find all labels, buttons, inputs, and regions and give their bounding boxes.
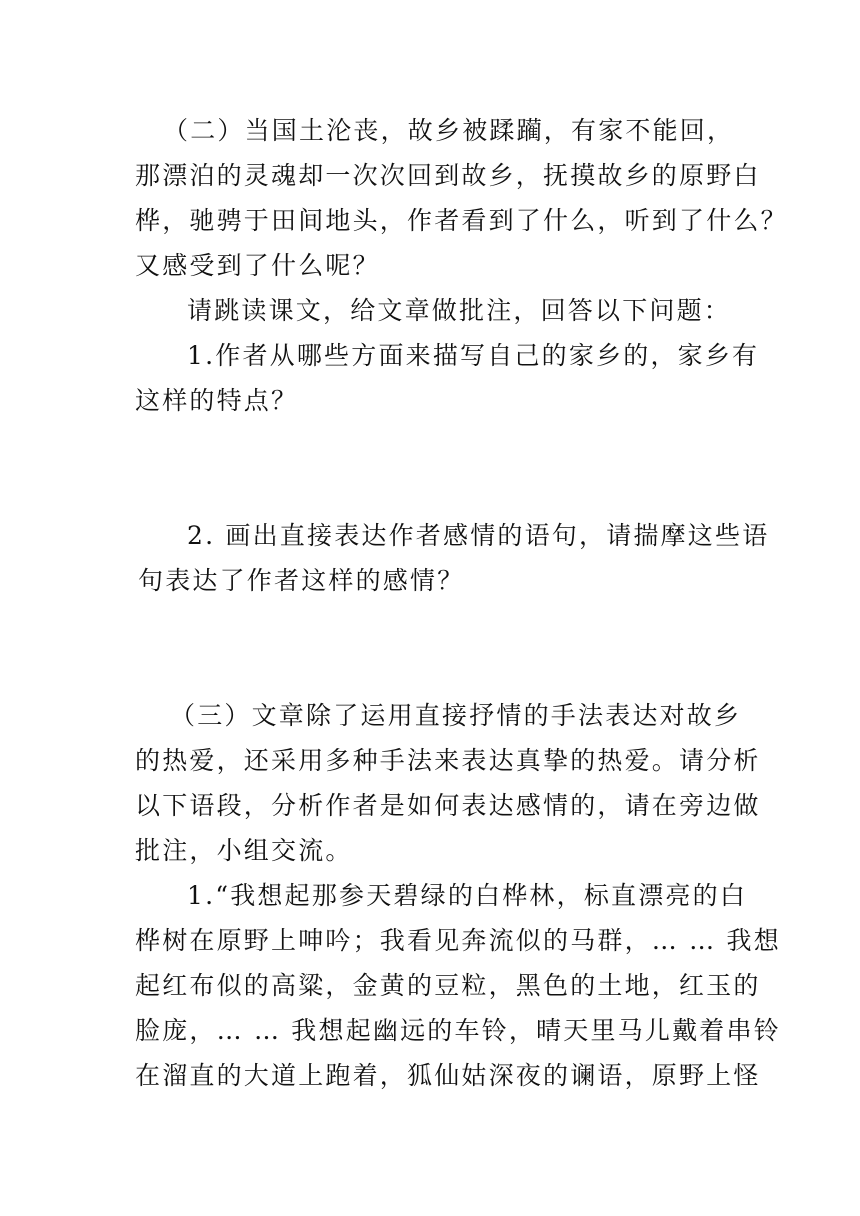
quote-line-3: 起红布似的高粱，金黄的豆粒，黑色的土地，红玉的 [135, 971, 761, 1000]
quote-line-4: 脸庞，… … 我想起幽远的车铃，晴天里马儿戴着串铃 [135, 1016, 781, 1045]
section2-line-3: 桦，驰骋于田间地头，作者看到了什么，听到了什么？ [135, 206, 788, 235]
question-2-line-2: 句表达了作者这样的感情？ [138, 566, 465, 595]
section3-line-3: 以下语段，分析作者是如何表达感情的，请在旁边做 [135, 791, 761, 820]
section3-line-4: 批注，小组交流。 [135, 836, 353, 865]
section2-line-4: 又感受到了什么呢？ [135, 251, 380, 280]
question-1-line-2: 这样的特点？ [135, 386, 299, 415]
quote-line-2: 桦树在原野上呻吟；我看见奔流似的马群，… … 我想 [135, 926, 781, 955]
question-2-line-1: 2. 画出直接表达作者感情的语句，请揣摩这些语 [187, 521, 770, 550]
section3-line-1: （三）文章除了运用直接抒情的手法表达对故乡 [170, 701, 742, 730]
quote-line-5: 在溜直的大道上跑着，狐仙姑深夜的谰语，原野上怪 [135, 1061, 761, 1090]
instruction-text: 请跳读课文，给文章做批注，回答以下问题： [187, 296, 732, 325]
section2-line-1: （二）当国土沦丧，故乡被蹂躏，有家不能回， [163, 116, 735, 145]
quote-line-1: 1.“我想起那参天碧绿的白桦林，标直漂亮的白 [187, 881, 748, 910]
question-1-line-1: 1.作者从哪些方面来描写自己的家乡的，家乡有 [187, 341, 760, 370]
section3-line-2: 的热爱，还采用多种手法来表达真挚的热爱。请分析 [135, 746, 761, 775]
section2-line-2: 那漂泊的灵魂却一次次回到故乡，抚摸故乡的原野白 [135, 161, 761, 190]
